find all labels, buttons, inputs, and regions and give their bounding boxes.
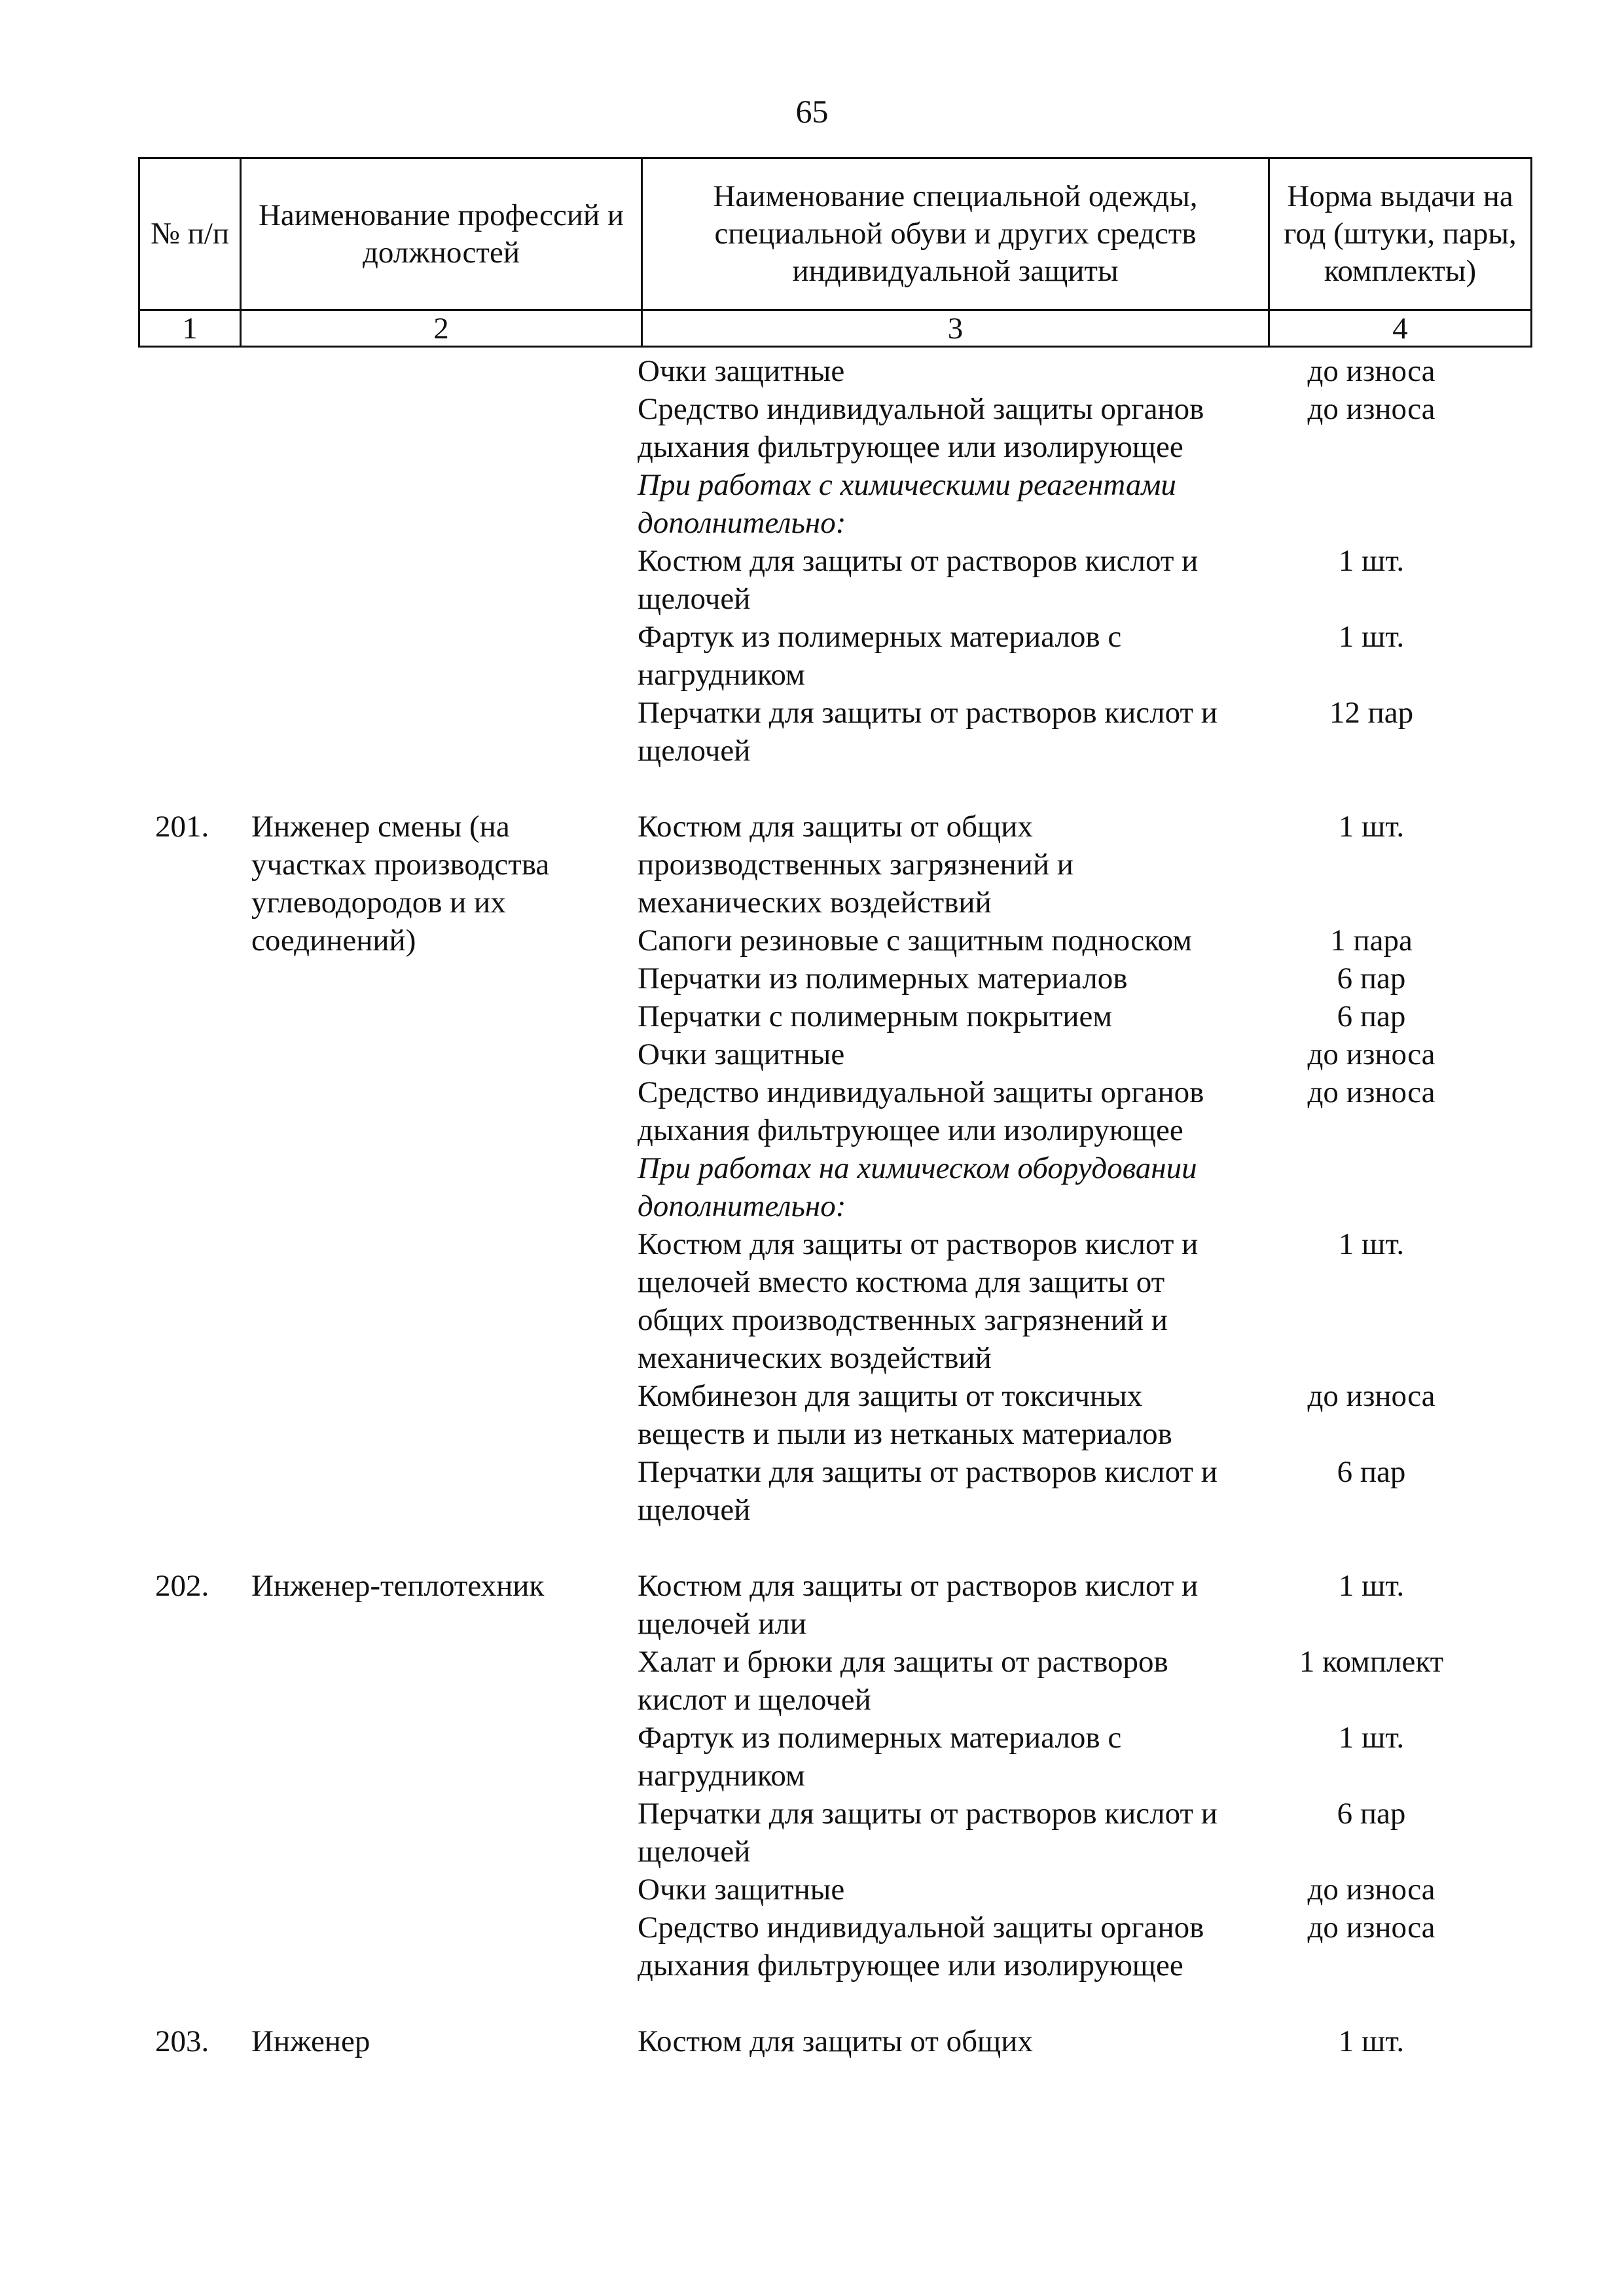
equipment-row: [0, 2022, 1624, 2060]
entry-spacer: [0, 1984, 1624, 2022]
equipment-text: Фартук из полимерных материалов с нагрудником: [638, 620, 1122, 692]
header-index-4: 4: [1269, 310, 1532, 347]
equipment-text: Костюм для защиты от растворов кислот и щелочей вместо костюма для защиты от общих производственных загрязнений и механических воздействий: [638, 1227, 1199, 1375]
norm-value: 1 шт.: [1338, 2024, 1405, 2058]
profession-entry: [0, 2022, 1624, 2060]
norm-value: до износа: [1307, 1873, 1435, 1907]
entry-spacer: [0, 770, 1624, 808]
equipment-row: [0, 1453, 1624, 1529]
header-col-norm: Норма выдачи на год (штуки, пары, комплекты): [1269, 158, 1532, 310]
norm-value: 1 шт.: [1338, 1569, 1405, 1603]
table-header: [138, 157, 1532, 348]
equipment-text: Очки защитные: [638, 1873, 845, 1907]
header-index-2: 2: [241, 310, 642, 347]
equipment-row: [0, 542, 1624, 618]
equipment-row: [0, 1225, 1624, 1377]
equipment-row: [0, 390, 1624, 466]
equipment-text: Перчатки из полимерных материалов: [638, 961, 1128, 996]
profession-name: Инженер: [251, 2024, 370, 2058]
equipment-row: [0, 1149, 1624, 1225]
equipment-text: Средство индивидуальной защиты органов дыхания фильтрующее или изолирующее: [638, 1075, 1204, 1147]
equipment-row: [0, 466, 1624, 542]
norm-value: 6 пар: [1337, 961, 1406, 996]
norm-value: 12 пар: [1329, 696, 1414, 730]
equipment-text: Костюм для защиты от общих: [638, 2024, 1033, 2058]
equipment-row: [0, 1795, 1624, 1871]
norm-value: 1 шт.: [1338, 810, 1405, 844]
equipment-text: Сапоги резиновые с защитным подноском: [638, 924, 1192, 958]
norm-value: до износа: [1307, 392, 1435, 426]
equipment-text: Очки защитные: [638, 1037, 845, 1071]
page-number: 65: [795, 93, 829, 130]
entry-number: 203.: [155, 2024, 209, 2058]
continuation-entry: [0, 352, 1624, 770]
equipment-row: [0, 352, 1624, 390]
norm-value: до износа: [1307, 1379, 1435, 1413]
norm-value: 1 шт.: [1338, 1721, 1405, 1755]
table-body: [0, 352, 1624, 2060]
norm-value: 6 пар: [1337, 1797, 1406, 1831]
equipment-text: Перчатки для защиты от растворов кислот и щелочей: [638, 1455, 1218, 1527]
equipment-row: [0, 1719, 1624, 1795]
equipment-row: [0, 808, 1624, 922]
header-col-profession: Наименование профессий и должностей: [241, 158, 642, 310]
equipment-row: [0, 1073, 1624, 1149]
equipment-row: [0, 997, 1624, 1035]
equipment-row: [0, 1643, 1624, 1719]
profession-name: Инженер-теплотехник: [251, 1569, 545, 1603]
condition-note: При работах с химическими реагентами дополнительно:: [638, 468, 1176, 540]
entry-spacer: [0, 1529, 1624, 1567]
norm-value: 1 пара: [1330, 924, 1413, 958]
norm-value: 1 шт.: [1338, 620, 1405, 654]
norm-value: 1 шт.: [1338, 544, 1405, 578]
equipment-text: Комбинезон для защиты от токсичных веществ и пыли из нетканых материалов: [638, 1379, 1172, 1451]
norm-value: до износа: [1307, 354, 1435, 388]
equipment-row: [0, 1909, 1624, 1984]
equipment-row: [0, 618, 1624, 694]
equipment-row: [0, 960, 1624, 997]
equipment-row: [0, 1377, 1624, 1453]
equipment-text: Костюм для защиты от растворов кислот и щелочей или: [638, 1569, 1199, 1641]
header-index-3: 3: [642, 310, 1269, 347]
equipment-text: Костюм для защиты от растворов кислот и щелочей: [638, 544, 1199, 616]
equipment-text: Перчатки для защиты от растворов кислот и щелочей: [638, 1797, 1218, 1869]
equipment-text: Халат и брюки для защиты от растворов кислот и щелочей: [638, 1645, 1168, 1717]
condition-note: При работах на химическом оборудовании дополнительно:: [638, 1151, 1197, 1223]
equipment-row: [0, 1871, 1624, 1909]
norm-value: до износа: [1307, 1910, 1435, 1945]
equipment-text: Средство индивидуальной защиты органов дыхания фильтрующее или изолирующее: [638, 392, 1204, 464]
norm-value: 6 пар: [1337, 1455, 1406, 1489]
norm-value: 1 комплект: [1299, 1645, 1444, 1679]
equipment-text: Перчатки с полимерным покрытием: [638, 999, 1113, 1033]
equipment-text: Очки защитные: [638, 354, 845, 388]
equipment-row: [0, 1567, 1624, 1643]
equipment-row: [0, 694, 1624, 770]
norm-value: до износа: [1307, 1075, 1435, 1109]
profession-entry: [0, 1567, 1624, 1984]
profession-name: Инженер смены (на участках производства углеводородов и их соединений): [251, 810, 550, 958]
equipment-text: Средство индивидуальной защиты органов дыхания фильтрующее или изолирующее: [638, 1910, 1204, 1982]
entry-number: 202.: [155, 1569, 209, 1603]
equipment-text: Фартук из полимерных материалов с нагрудником: [638, 1721, 1122, 1793]
equipment-text: Костюм для защиты от общих производственных загрязнений и механических воздействий: [638, 810, 1074, 920]
equipment-text: Перчатки для защиты от растворов кислот и щелочей: [638, 696, 1218, 768]
equipment-row: [0, 1035, 1624, 1073]
header-index-1: 1: [139, 310, 241, 347]
entry-number: 201.: [155, 810, 209, 844]
norm-value: 6 пар: [1337, 999, 1406, 1033]
profession-entry: [0, 808, 1624, 1529]
norm-value: 1 шт.: [1338, 1227, 1405, 1261]
equipment-row: [0, 922, 1624, 960]
norm-value: до износа: [1307, 1037, 1435, 1071]
header-col-equipment: Наименование специальной одежды, специальной обуви и других средств индивидуальной защиты: [642, 158, 1269, 310]
header-col-number: № п/п: [139, 158, 241, 310]
